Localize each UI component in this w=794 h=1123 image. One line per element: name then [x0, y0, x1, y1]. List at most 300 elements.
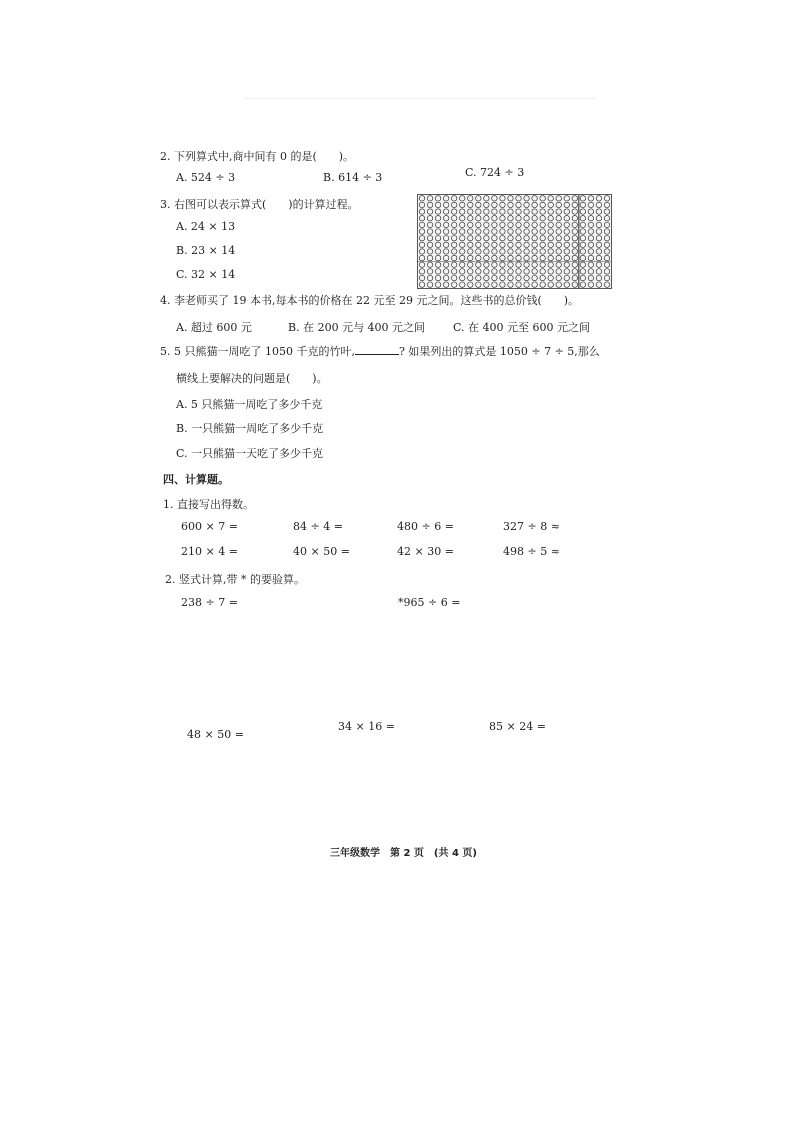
dot — [524, 282, 529, 287]
dot — [460, 222, 465, 227]
dot — [540, 282, 545, 287]
dot — [419, 242, 424, 247]
dot — [435, 196, 440, 201]
dot — [484, 282, 489, 287]
dot — [524, 269, 529, 274]
dot — [588, 229, 593, 234]
dot — [572, 282, 577, 287]
dot — [492, 229, 497, 234]
dot — [572, 269, 577, 274]
dot — [556, 249, 561, 254]
dot — [556, 262, 561, 267]
dot — [484, 216, 489, 221]
dot — [532, 209, 537, 214]
dot — [476, 249, 481, 254]
dot — [468, 216, 473, 221]
dot — [548, 249, 553, 254]
dot — [476, 216, 481, 221]
dot — [580, 222, 585, 227]
dot — [580, 202, 585, 207]
dot — [468, 249, 473, 254]
dot — [556, 269, 561, 274]
dot — [572, 249, 577, 254]
dot — [524, 235, 529, 240]
dot — [572, 209, 577, 214]
dot — [588, 282, 593, 287]
dot — [443, 269, 448, 274]
dot — [451, 269, 456, 274]
dot — [596, 262, 601, 267]
dot — [572, 242, 577, 247]
dot — [419, 196, 424, 201]
part-1-title: 1. 直接写出得数。 — [163, 498, 254, 511]
dot — [532, 235, 537, 240]
dot — [500, 222, 505, 227]
dot — [516, 269, 521, 274]
dot — [516, 235, 521, 240]
dot — [443, 275, 448, 280]
dot — [476, 209, 481, 214]
dot — [564, 209, 569, 214]
dot — [588, 275, 593, 280]
dot — [476, 255, 481, 260]
dot — [443, 229, 448, 234]
dot — [492, 269, 497, 274]
dot — [604, 249, 609, 254]
dot — [548, 202, 553, 207]
dot — [435, 229, 440, 234]
dot — [596, 255, 601, 260]
dot — [556, 255, 561, 260]
dot — [451, 282, 456, 287]
q5-line2: 横线上要解决的问题是( )。 — [176, 372, 328, 385]
dot — [548, 255, 553, 260]
dot — [588, 255, 593, 260]
dot — [604, 275, 609, 280]
dot — [540, 196, 545, 201]
q4-option-c: C. 在 400 元至 600 元之间 — [453, 321, 590, 334]
dot — [460, 249, 465, 254]
dot — [460, 202, 465, 207]
dot — [572, 202, 577, 207]
dot — [435, 275, 440, 280]
dot — [596, 269, 601, 274]
dot — [492, 222, 497, 227]
dot — [460, 282, 465, 287]
dot — [500, 255, 505, 260]
dot — [427, 235, 432, 240]
dot — [532, 255, 537, 260]
dot — [508, 242, 513, 247]
dot — [564, 202, 569, 207]
dot — [427, 209, 432, 214]
q5-option-a: A. 5 只熊猫一周吃了多少千克 — [176, 398, 323, 411]
dot — [427, 202, 432, 207]
dot — [492, 235, 497, 240]
dot — [540, 275, 545, 280]
dot — [548, 269, 553, 274]
dot — [572, 229, 577, 234]
dot — [419, 202, 424, 207]
dot — [443, 249, 448, 254]
dot — [500, 282, 505, 287]
dot — [516, 255, 521, 260]
dot — [548, 262, 553, 267]
dot — [604, 222, 609, 227]
dot — [596, 235, 601, 240]
dot — [468, 202, 473, 207]
dot — [484, 202, 489, 207]
dot — [492, 275, 497, 280]
dot — [443, 209, 448, 214]
dot — [588, 209, 593, 214]
dot — [435, 209, 440, 214]
dot — [508, 262, 513, 267]
dot — [427, 269, 432, 274]
dot — [492, 196, 497, 201]
dot — [443, 242, 448, 247]
dot — [451, 249, 456, 254]
calc-item: 40 × 50 = — [293, 545, 350, 558]
dot — [508, 269, 513, 274]
dot — [540, 255, 545, 260]
dot — [443, 216, 448, 221]
calc-item: 498 ÷ 5 ≈ — [503, 545, 560, 558]
dot — [572, 255, 577, 260]
dot — [540, 229, 545, 234]
dot — [427, 249, 432, 254]
dot — [532, 222, 537, 227]
dot — [460, 262, 465, 267]
dot — [443, 255, 448, 260]
dot — [476, 202, 481, 207]
dot — [468, 255, 473, 260]
dot — [468, 269, 473, 274]
dot — [435, 255, 440, 260]
dot — [580, 196, 585, 201]
dot — [556, 229, 561, 234]
dot — [419, 282, 424, 287]
dot — [516, 249, 521, 254]
dot — [484, 229, 489, 234]
dot — [419, 229, 424, 234]
dot — [516, 216, 521, 221]
dot — [572, 275, 577, 280]
dot — [524, 275, 529, 280]
dot — [451, 229, 456, 234]
dot — [476, 229, 481, 234]
dot — [500, 209, 505, 214]
dot — [508, 209, 513, 214]
dot — [451, 275, 456, 280]
dot — [524, 196, 529, 201]
dot — [468, 262, 473, 267]
dot — [580, 229, 585, 234]
q3-option-a: A. 24 × 13 — [176, 220, 236, 233]
question-3: 3. 右图可以表示算式( )的计算过程。 — [160, 198, 359, 211]
dot — [492, 255, 497, 260]
question-4: 4. 李老师买了 19 本书,每本书的价格在 22 元至 29 元之间。这些书的总价钱( )。 — [160, 294, 580, 307]
dot — [532, 275, 537, 280]
calc-item: 84 ÷ 4 = — [293, 520, 343, 533]
dot — [427, 275, 432, 280]
calc-item: 42 × 30 = — [397, 545, 454, 558]
dot — [524, 216, 529, 221]
dot — [596, 222, 601, 227]
dot — [451, 202, 456, 207]
calc-item: 600 × 7 = — [181, 520, 238, 533]
dot — [596, 275, 601, 280]
calc-item: 327 ÷ 8 ≈ — [503, 520, 560, 533]
dot — [548, 282, 553, 287]
vertical-calc-item: *965 ÷ 6 = — [398, 596, 461, 609]
dot — [516, 242, 521, 247]
vertical-calc-item: 48 × 50 = — [187, 728, 244, 741]
dot — [556, 275, 561, 280]
dot — [468, 196, 473, 201]
q5-stem-start: 5. 5 只熊猫一周吃了 1050 千克的竹叶, — [160, 345, 355, 358]
dot — [524, 242, 529, 247]
dot — [500, 275, 505, 280]
dot — [492, 202, 497, 207]
dot — [556, 216, 561, 221]
dot — [508, 282, 513, 287]
dot — [443, 235, 448, 240]
dot — [588, 262, 593, 267]
dot — [476, 222, 481, 227]
q5-option-b: B. 一只熊猫一周吃了多少千克 — [176, 422, 324, 435]
dot — [484, 209, 489, 214]
dot — [492, 262, 497, 267]
q3-option-c: C. 32 × 14 — [176, 268, 236, 281]
dot — [588, 242, 593, 247]
dot — [516, 262, 521, 267]
dot — [572, 235, 577, 240]
dot — [516, 282, 521, 287]
dot — [484, 196, 489, 201]
dot — [548, 235, 553, 240]
dot — [596, 202, 601, 207]
dot — [564, 275, 569, 280]
dot — [564, 242, 569, 247]
dot — [516, 209, 521, 214]
dot — [572, 196, 577, 201]
dot — [476, 262, 481, 267]
dot — [524, 202, 529, 207]
dot — [468, 209, 473, 214]
dot — [460, 229, 465, 234]
vertical-calc-item: 34 × 16 = — [338, 720, 395, 733]
dot — [588, 249, 593, 254]
dot — [540, 209, 545, 214]
dot — [451, 255, 456, 260]
dot — [435, 222, 440, 227]
dot — [427, 229, 432, 234]
dot — [460, 255, 465, 260]
dot — [532, 202, 537, 207]
page-footer: 三年级数学 第 2 页 (共 4 页) — [330, 848, 477, 859]
dot — [508, 229, 513, 234]
q5-option-c: C. 一只熊猫一天吃了多少千克 — [176, 447, 324, 460]
dot — [532, 196, 537, 201]
dot — [476, 242, 481, 247]
dot — [580, 216, 585, 221]
dot — [427, 196, 432, 201]
dot — [468, 275, 473, 280]
dot — [604, 242, 609, 247]
dot — [604, 269, 609, 274]
dot — [435, 269, 440, 274]
dot — [548, 196, 553, 201]
dot — [508, 249, 513, 254]
dot — [524, 229, 529, 234]
dot — [564, 269, 569, 274]
dot — [524, 255, 529, 260]
dot — [460, 235, 465, 240]
calc-item: 480 ÷ 6 = — [397, 520, 454, 533]
dot — [443, 282, 448, 287]
dot — [524, 209, 529, 214]
dot — [540, 235, 545, 240]
dot — [540, 269, 545, 274]
dot — [484, 249, 489, 254]
dot — [548, 209, 553, 214]
dot — [476, 282, 481, 287]
dot — [484, 222, 489, 227]
dot — [516, 196, 521, 201]
dot — [556, 209, 561, 214]
q3-option-b: B. 23 × 14 — [176, 244, 236, 257]
question-2: 2. 下列算式中,商中间有 0 的是( )。 — [160, 150, 355, 163]
vertical-calc-item: 238 ÷ 7 = — [181, 596, 238, 609]
dot — [516, 275, 521, 280]
dot — [580, 242, 585, 247]
dot — [435, 202, 440, 207]
dot — [500, 262, 505, 267]
dot — [484, 235, 489, 240]
dot — [460, 216, 465, 221]
section-4-title: 四、计算题。 — [163, 473, 229, 486]
dot — [500, 249, 505, 254]
dot — [460, 275, 465, 280]
dot — [540, 216, 545, 221]
dot — [564, 222, 569, 227]
dot — [604, 235, 609, 240]
dot — [596, 242, 601, 247]
dot — [443, 196, 448, 201]
dot — [435, 282, 440, 287]
dot — [588, 216, 593, 221]
dot — [604, 262, 609, 267]
dot — [460, 242, 465, 247]
dot — [564, 262, 569, 267]
dot — [540, 222, 545, 227]
dot — [435, 262, 440, 267]
dot — [596, 249, 601, 254]
dot — [427, 216, 432, 221]
dot — [564, 282, 569, 287]
dot — [508, 216, 513, 221]
dot — [500, 229, 505, 234]
dot — [443, 202, 448, 207]
dot — [564, 249, 569, 254]
dot — [604, 216, 609, 221]
dot — [492, 209, 497, 214]
header-rule — [245, 98, 595, 99]
dot — [604, 282, 609, 287]
dot — [451, 242, 456, 247]
dot — [588, 269, 593, 274]
dot — [524, 249, 529, 254]
dot — [564, 216, 569, 221]
question-5 — [160, 343, 600, 359]
part-2-title: 2. 竖式计算,带 * 的要验算。 — [165, 573, 305, 586]
dot — [596, 282, 601, 287]
dot — [540, 262, 545, 267]
dot — [524, 262, 529, 267]
dot — [564, 235, 569, 240]
dot — [580, 235, 585, 240]
dot — [516, 202, 521, 207]
dot — [548, 229, 553, 234]
dot — [427, 242, 432, 247]
dot — [451, 196, 456, 201]
dot — [451, 216, 456, 221]
q2-option-c: C. 724 ÷ 3 — [465, 166, 525, 179]
dot — [572, 262, 577, 267]
dot — [451, 235, 456, 240]
q2-option-b: B. 614 ÷ 3 — [323, 171, 383, 184]
dot — [435, 235, 440, 240]
dot — [532, 249, 537, 254]
dot — [419, 262, 424, 267]
dot — [435, 242, 440, 247]
dot — [580, 269, 585, 274]
dot — [556, 282, 561, 287]
dot — [500, 242, 505, 247]
dot — [548, 242, 553, 247]
dot — [604, 202, 609, 207]
dot — [604, 196, 609, 201]
dot — [451, 222, 456, 227]
dot — [468, 229, 473, 234]
q4-option-a: A. 超过 600 元 — [176, 321, 252, 334]
dot — [580, 255, 585, 260]
dot — [484, 275, 489, 280]
dot — [484, 269, 489, 274]
dot — [500, 235, 505, 240]
dot — [468, 242, 473, 247]
dot — [427, 282, 432, 287]
dot — [548, 222, 553, 227]
dot — [572, 222, 577, 227]
dot — [532, 242, 537, 247]
dot — [476, 196, 481, 201]
dot — [580, 275, 585, 280]
dot — [588, 202, 593, 207]
dot — [508, 275, 513, 280]
dot — [540, 249, 545, 254]
dot — [419, 255, 424, 260]
dot — [588, 222, 593, 227]
q5-stem-end: ? 如果列出的算式是 1050 ÷ 7 ÷ 5,那么 — [398, 345, 600, 358]
dot — [468, 222, 473, 227]
dot — [548, 216, 553, 221]
dot — [492, 242, 497, 247]
dot — [492, 249, 497, 254]
dot — [556, 196, 561, 201]
dot — [556, 222, 561, 227]
